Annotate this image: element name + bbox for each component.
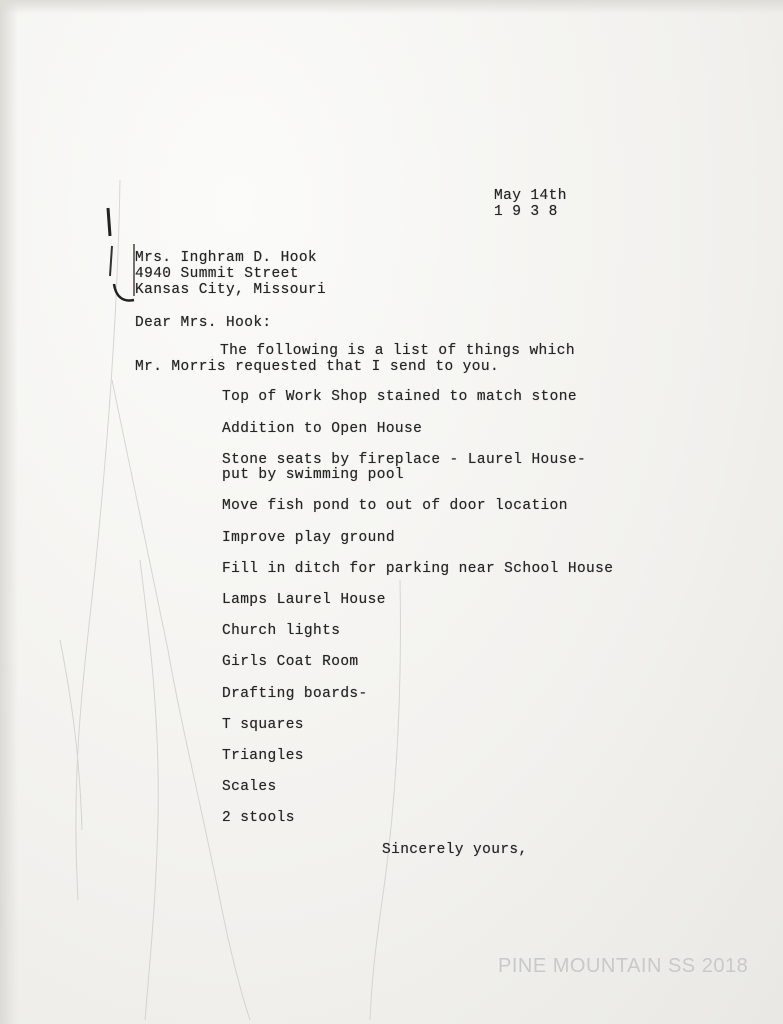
list-item: Triangles	[222, 748, 304, 764]
list-item: Top of Work Shop stained to match stone	[222, 389, 577, 405]
list-item: Drafting boards-	[222, 686, 368, 702]
letter-date: May 14th	[494, 188, 567, 204]
list-item-continuation: put by swimming pool	[222, 467, 405, 483]
watermark: PINE MOUNTAIN SS 2018	[498, 955, 749, 977]
list-item: Fill in ditch for parking near School House	[222, 561, 614, 577]
intro-line-1: The following is a list of things which	[220, 343, 575, 359]
list-item: 2 stools	[222, 810, 295, 826]
list-item: Church lights	[222, 623, 341, 639]
list-item: Move fish pond to out of door location	[222, 498, 568, 514]
list-item: Addition to Open House	[222, 421, 423, 437]
letter-year: 1 9 3 8	[494, 204, 558, 220]
list-item: Lamps Laurel House	[222, 592, 386, 608]
list-item: Improve play ground	[222, 530, 395, 546]
list-item: Scales	[222, 779, 277, 795]
salutation: Dear Mrs. Hook:	[135, 315, 272, 331]
intro-line-2: Mr. Morris requested that I send to you.	[135, 359, 500, 375]
recipient-city: Kansas City, Missouri	[135, 282, 327, 298]
list-item: Girls Coat Room	[222, 654, 359, 670]
recipient-street: 4940 Summit Street	[135, 266, 299, 282]
recipient-name: Mrs. Inghram D. Hook	[135, 250, 318, 266]
list-item: Stone seats by fireplace - Laurel House-	[222, 452, 587, 468]
closing: Sincerely yours,	[382, 842, 528, 858]
list-item: T squares	[222, 717, 304, 733]
